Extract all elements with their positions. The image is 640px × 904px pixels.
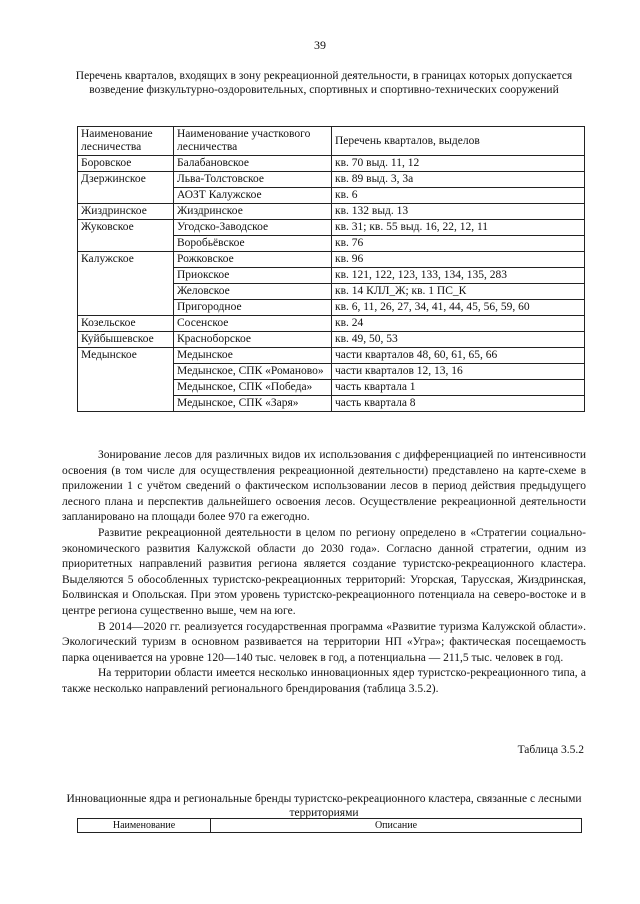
- quarters-cell: кв. 24: [332, 316, 585, 332]
- table-row: [78, 204, 585, 220]
- table-row: [78, 220, 585, 236]
- forestry-cell: Медынское: [78, 348, 174, 412]
- district-cell: Воробьёвское: [174, 236, 332, 252]
- quarters-cell: части кварталов 12, 13, 16: [332, 364, 585, 380]
- header-name: Наименование: [78, 819, 211, 833]
- district-cell: Льва-Толстовское: [174, 172, 332, 188]
- header-forestry: Наименование лесничества: [78, 127, 174, 156]
- quarters-cell: кв. 14 КЛЛ_Ж; кв. 1 ПС_К: [332, 284, 585, 300]
- quarters-table: [77, 126, 585, 412]
- page-number: 39: [314, 38, 326, 52]
- quarters-cell: кв. 49, 50, 53: [332, 332, 585, 348]
- forestry-cell: Куйбышевское: [78, 332, 174, 348]
- header-description: Описание: [211, 819, 582, 833]
- district-cell: Медынское, СПК «Романово»: [174, 364, 332, 380]
- quarters-cell: кв. 121, 122, 123, 133, 134, 135, 283: [332, 268, 585, 284]
- brands-table: [77, 818, 582, 833]
- quarters-cell: кв. 70 выд. 11, 12: [332, 156, 585, 172]
- forestry-cell: Калужское: [78, 252, 174, 316]
- district-cell: Балабановское: [174, 156, 332, 172]
- table-row: [78, 348, 585, 364]
- quarters-cell: кв. 96: [332, 252, 585, 268]
- district-cell: Медынское: [174, 348, 332, 364]
- table1-caption: Перечень кварталов, входящих в зону рекреационной деятельности, в границах которых допускается возведение физкультурно-оздоровительных, спортивных и спортивно-технических сооружений: [75, 70, 573, 96]
- forestry-cell: Жиздринское: [78, 204, 174, 220]
- district-cell: Медынское, СПК «Заря»: [174, 396, 332, 412]
- forestry-cell: Дзержинское: [78, 172, 174, 204]
- table-row: [78, 252, 585, 268]
- header-quarters: Перечень кварталов, выделов: [332, 127, 585, 156]
- table-row: [78, 172, 585, 188]
- district-cell: Медынское, СПК «Победа»: [174, 380, 332, 396]
- quarters-cell: кв. 76: [332, 236, 585, 252]
- paragraph: Зонирование лесов для различных видов их использования с дифференциацией по интенсивности освоения (в том числе для осуществления рекреационной деятельности) представлено на карте-схеме в приложении 1 с учётом сведений о фактическом использовании лесов в период действия предыдущего лесного плана и перспектив дальнейшего освоения лесов. Осуществление рекреационной деятельности запланировано на площади более 970 га ежегодно.: [62, 449, 586, 524]
- district-cell: Сосенское: [174, 316, 332, 332]
- table-row: [78, 316, 585, 332]
- table-header-row: [78, 127, 585, 156]
- quarters-cell: кв. 6, 11, 26, 27, 34, 41, 44, 45, 56, 59, 60: [332, 300, 585, 316]
- district-cell: АОЗТ Калужское: [174, 188, 332, 204]
- quarters-cell: кв. 31; кв. 55 выд. 16, 22, 12, 11: [332, 220, 585, 236]
- district-cell: Рожковское: [174, 252, 332, 268]
- quarters-cell: часть квартала 8: [332, 396, 585, 412]
- header-district: Наименование участкового лесничества: [174, 127, 332, 156]
- paragraph: В 2014—2020 гг. реализуется государственная программа «Развитие туризма Калужской области». Экологический туризм в основном развивается на территории НП «Угра»; фактическая посещаемость парка оценивается на уровне 120—140 тыс. человек в год, а потенциальна — 211,5 тыс. человек в год.: [62, 620, 586, 664]
- quarters-cell: часть квартала 1: [332, 380, 585, 396]
- table-row: [78, 156, 585, 172]
- paragraph: На территории области имеется несколько инновационных ядер туристско-рекреационного типа, а также несколько направлений регионального брендирования (таблица 3.5.2).: [62, 667, 586, 695]
- district-cell: Жиздринское: [174, 204, 332, 220]
- district-cell: Пригородное: [174, 300, 332, 316]
- table2-label: Таблица 3.5.2: [517, 744, 584, 756]
- forestry-cell: Боровское: [78, 156, 174, 172]
- paragraph: Развитие рекреационной деятельности в целом по региону определено в «Стратегии социально-экономического развития Калужской области до 2030 года». Согласно данной стратегии, одним из приоритетных направлений развития региона является создание туристско-рекреационного кластера. Выделяются 5 обособленных туристско-рекреационных территорий: Угорская, Тарусская, Жиздринская, Болвинская и Опольская. При этом уровень туристско-рекреационного потенциала на северо-востоке и в центре региона существенно выше, чем на юге.: [62, 526, 586, 617]
- quarters-cell: кв. 132 выд. 13: [332, 204, 585, 220]
- forestry-cell: Жуковское: [78, 220, 174, 252]
- quarters-cell: части кварталов 48, 60, 61, 65, 66: [332, 348, 585, 364]
- forestry-cell: Козельское: [78, 316, 174, 332]
- district-cell: Красноборское: [174, 332, 332, 348]
- table-header-row: [78, 819, 582, 833]
- district-cell: Угодско-Заводское: [174, 220, 332, 236]
- quarters-cell: кв. 89 выд. 3, 3а: [332, 172, 585, 188]
- district-cell: Желовское: [174, 284, 332, 300]
- quarters-cell: кв. 6: [332, 188, 585, 204]
- table-row: [78, 332, 585, 348]
- table2-caption: Инновационные ядра и региональные бренды туристско-рекреационного кластера, связанные с лесными территориями: [66, 793, 582, 819]
- district-cell: Приокское: [174, 268, 332, 284]
- body-text: [62, 448, 586, 698]
